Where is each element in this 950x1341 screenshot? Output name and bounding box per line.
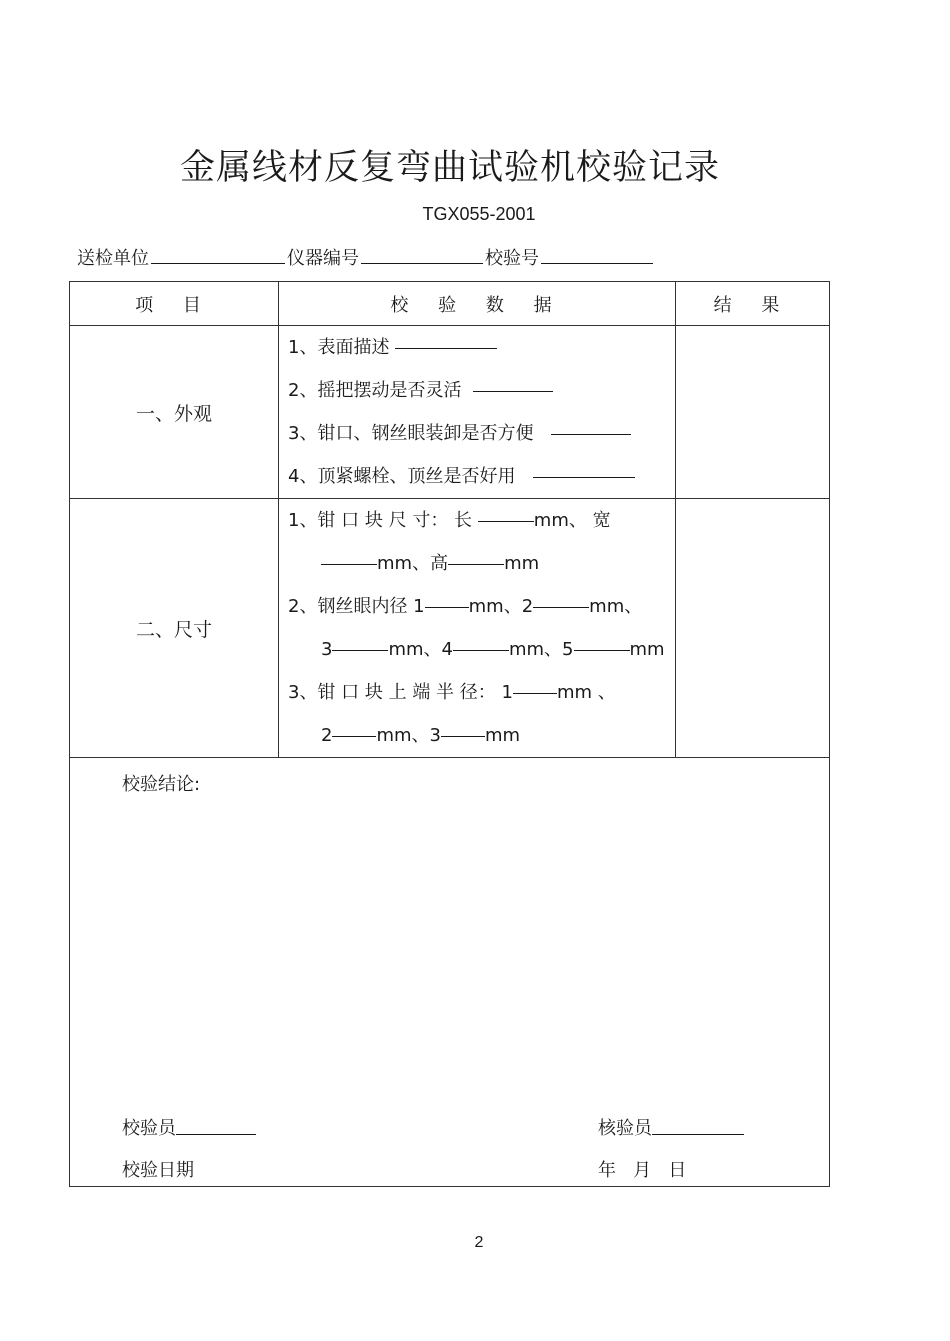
checker-blank[interactable] [652, 1114, 744, 1135]
list-item: 1、钳 口 块 尺 寸： 长 mm、 宽 [279, 499, 675, 542]
appearance-items [279, 326, 676, 499]
fill-blank[interactable] [448, 542, 504, 565]
table-row-appearance [70, 326, 830, 499]
fill-blank[interactable] [533, 585, 589, 608]
fill-blank[interactable] [332, 628, 388, 651]
instrument-blank[interactable] [361, 245, 483, 264]
table-header-row [70, 282, 830, 326]
document-title: 金属线材反复弯曲试验机校验记录 [179, 148, 720, 188]
inspector-blank[interactable] [176, 1114, 256, 1135]
dimension-items [279, 499, 676, 758]
conclusion-cell[interactable] [70, 758, 830, 1187]
table-row-dimensions [70, 499, 830, 758]
section-label-dimensions: 二、尺寸 [70, 499, 279, 758]
result-cell-appearance[interactable] [676, 326, 830, 499]
check-no-label: 校验号 [485, 248, 539, 269]
check-no-blank[interactable] [541, 245, 653, 264]
column-header-result: 结 果 [676, 282, 830, 326]
instrument-label: 仪器编号 [287, 248, 359, 269]
record-table [69, 281, 830, 1187]
fill-blank[interactable] [574, 628, 630, 651]
date-label: 校验日期 [122, 1160, 194, 1181]
fill-blank[interactable] [513, 671, 557, 694]
fill-blank[interactable] [551, 412, 631, 435]
list-item: 2、钢丝眼内径 1 mm、2 mm、 [279, 585, 675, 628]
fill-blank[interactable] [441, 714, 485, 737]
fill-blank[interactable] [453, 628, 509, 651]
list-item: 3、钳口、钢丝眼装卸是否方便 [279, 412, 675, 455]
conclusion-label: 校验结论: [122, 774, 201, 795]
list-item: mm、高 mm [279, 542, 675, 585]
document-code: TGX055-2001 [422, 204, 536, 224]
list-item: 1、表面描述 [279, 326, 675, 369]
list-item: 2 mm、3 mm [279, 714, 675, 757]
inspector-field: 校验员 [122, 1114, 256, 1140]
date-format[interactable]: 年 月 日 [598, 1160, 687, 1181]
column-header-item: 项 目 [70, 282, 279, 326]
fill-blank[interactable] [395, 326, 497, 349]
list-item: 3、钳 口 块 上 端 半 径： 1 mm 、 [279, 671, 675, 714]
unit-blank[interactable] [151, 245, 285, 264]
table-row-conclusion [70, 758, 830, 1187]
fill-blank[interactable] [321, 542, 377, 565]
fill-blank[interactable] [478, 499, 534, 522]
fill-blank[interactable] [332, 714, 376, 737]
section-label-appearance: 一、外观 [70, 326, 279, 499]
column-header-data: 校 验 数 据 [279, 282, 676, 326]
fill-blank[interactable] [473, 369, 553, 392]
unit-label: 送检单位 [77, 248, 149, 269]
fill-blank[interactable] [533, 455, 635, 478]
page-number: 2 [474, 1234, 484, 1251]
list-item: 2、摇把摆动是否灵活 [279, 369, 675, 412]
result-cell-dimensions[interactable] [676, 499, 830, 758]
list-item: 4、顶紧螺栓、顶丝是否好用 [279, 455, 675, 498]
list-item: 3 mm、4 mm、5 mm [279, 628, 675, 671]
fill-blank[interactable] [425, 585, 469, 608]
checker-field: 核验员 [598, 1114, 744, 1140]
header-fields [77, 244, 655, 270]
